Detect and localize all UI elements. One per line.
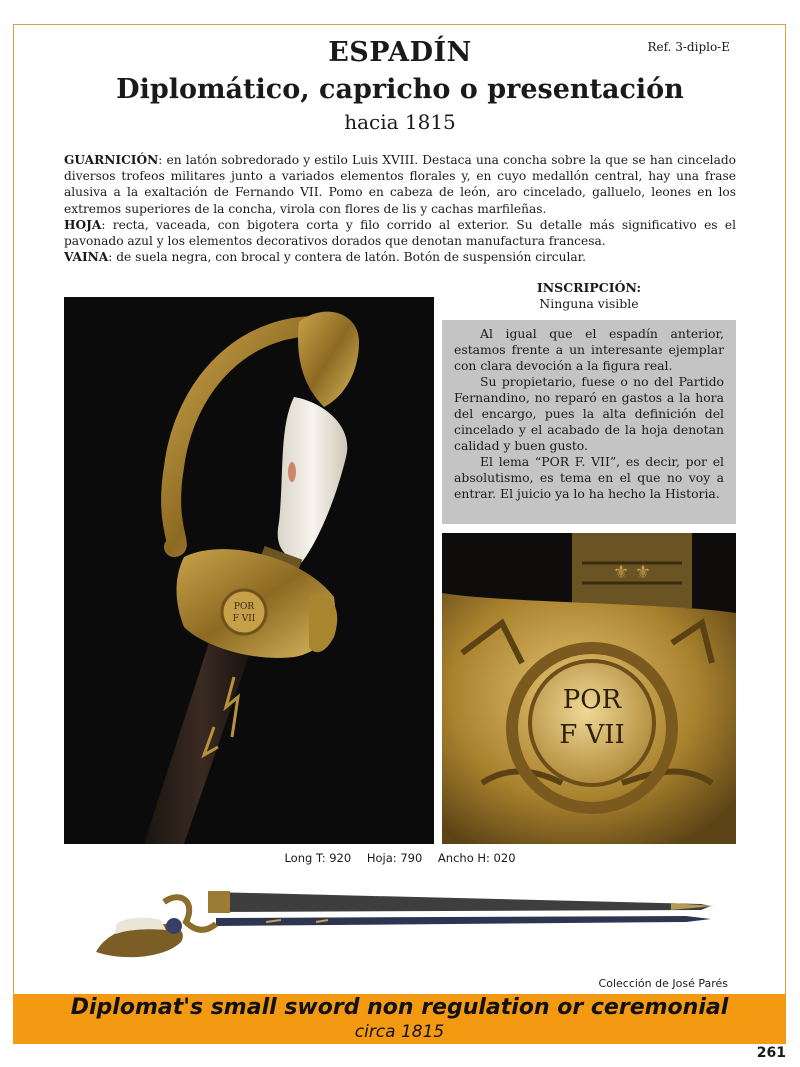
full-sword-illustration	[86, 882, 716, 972]
hilt-illustration	[64, 297, 434, 844]
commentary-paragraph: Al igual que el espadín anterior, estamos frente a un interesante ejemplar con clara devoción a la figura real.	[454, 326, 724, 373]
dimension-width: Ancho H: 020	[437, 851, 516, 865]
page-date: hacia 1815	[344, 110, 456, 134]
dimension-blade: Hoja: 790	[366, 851, 423, 865]
guarnicion-text: : en latón sobredorado y estilo Luis XVIII. Destaca una concha sobre la que se han cincelado diversos trofeos militares junto a variados elementos florales y, en cuyo medallón central, hay una frase alusiva a la exaltación de Fernando VII. Pomo en cabeza de león, aro cincelado, galluelo, leones en los extremos superiores de la concha, virola con flores de lis y cachas marfileñas.	[64, 153, 736, 216]
commentary-paragraph: Su propietario, fuese o no del Partido Fernandino, no reparó en gastos a la hora del encargo, pues la alta definición del cincelado y el acabado de la hoja denotan calidad y buen gusto.	[454, 374, 724, 453]
hilt-medallion-line1: POR	[233, 602, 255, 612]
vaina-label: VAINA	[64, 250, 109, 265]
page-number: 261	[756, 1045, 786, 1061]
dimension-length: Long T: 920	[284, 851, 352, 865]
medallion-text-line1: POR	[562, 685, 622, 715]
vaina-text: : de suela negra, con brocal y contera de latón. Botón de suspensión circular.	[108, 250, 586, 265]
medallion-detail-photo	[442, 533, 736, 844]
hoja-text: : recta, vaceada, con bigotera corta y filo corrido al exterior. Su detalle más significativo es el pavonado azul y los elementos decorativos dorados que denotan manufactura francesa.	[64, 217, 736, 249]
commentary-paragraph: El lema “POR F. VII”, es decir, por el absolutismo, es tema en el que no voy a entrar. El juicio ya lo ha hecho la Historia.	[454, 454, 724, 501]
fleur-de-lis-icon: ⚜ ⚜	[613, 562, 651, 583]
guarnicion-label: GUARNICIÓN	[64, 153, 159, 167]
english-date: circa 1815	[354, 1022, 445, 1042]
medallion-illustration	[442, 533, 736, 844]
reference-code: Ref. 3-diplo-E	[647, 40, 730, 54]
inscription-label: INSCRIPCIÓN:	[536, 280, 642, 295]
english-banner	[13, 994, 786, 1044]
commentary-box	[442, 320, 736, 524]
inscription-value: Ninguna visible	[539, 296, 639, 311]
dimensions	[0, 851, 800, 865]
hilt-photo	[64, 297, 434, 844]
hoja-label: HOJA	[64, 217, 102, 232]
hilt-medallion-line2: F VII	[232, 614, 256, 624]
page-subtitle: Diplomático, capricho o presentación	[116, 74, 684, 105]
collection-credit: Colección de José Parés	[598, 977, 728, 990]
medallion-text-line2: F VII	[559, 720, 625, 750]
english-title: Diplomat's small sword non regulation or ceremonial	[70, 995, 729, 1020]
page-title: ESPADÍN	[328, 37, 472, 68]
description	[64, 152, 736, 265]
